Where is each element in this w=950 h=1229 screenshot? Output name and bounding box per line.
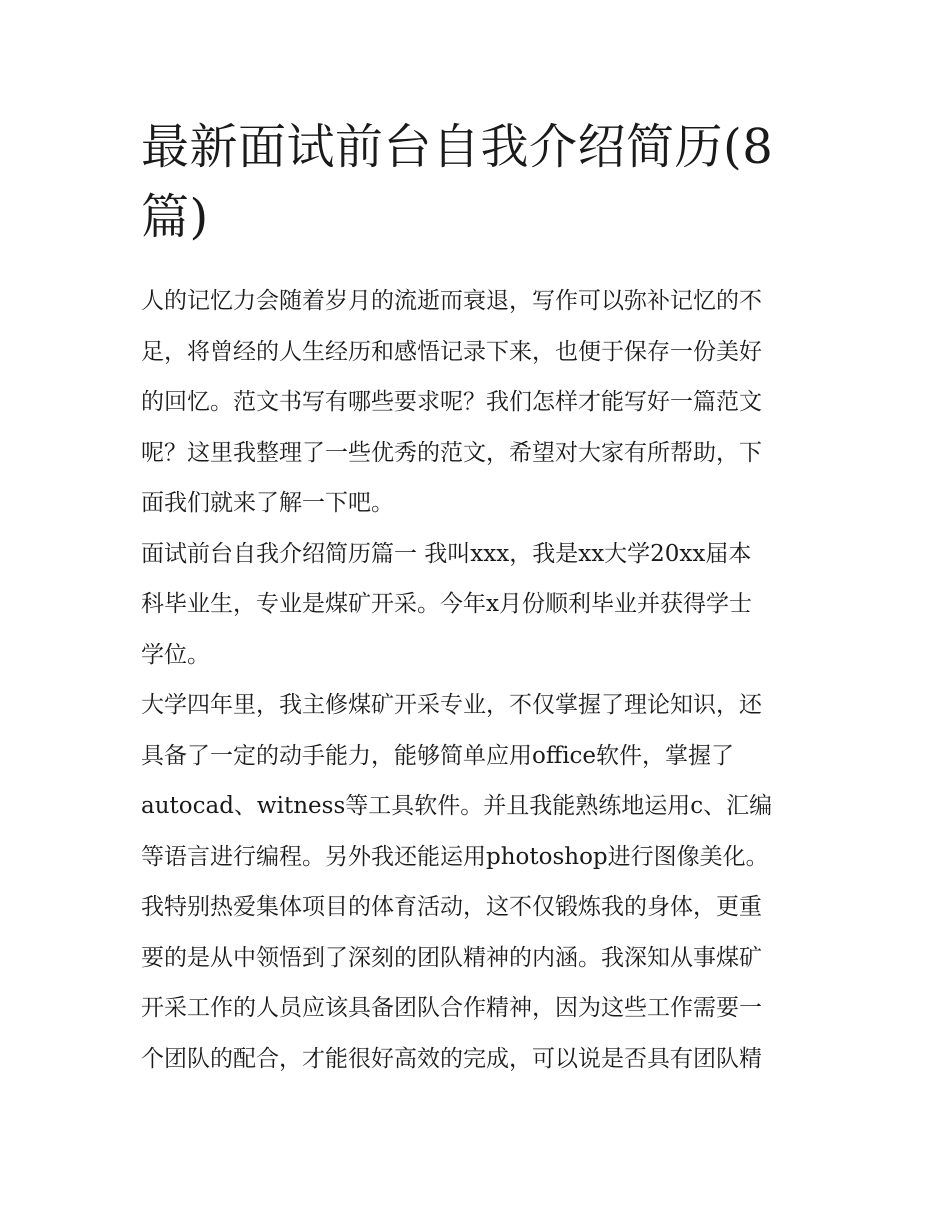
title-line-2: 篇) [141,189,209,245]
paragraph-line: 人的记忆力会随着岁月的流逝而衰退，写作可以弥补记忆的不 [141,288,762,314]
paragraph-line: 面我们就来了解一下吧。 [141,490,394,516]
paragraph-line: 开采工作的人员应该具备团队合作精神，因为这些工作需要一 [141,995,762,1021]
paragraph-line: 科毕业生，专业是煤矿开采。今年x月份顺利毕业并获得学士 [141,591,752,617]
paragraph-line: 足，将曾经的人生经历和感悟记录下来，也便于保存一份美好 [141,338,762,365]
paragraph-line: 个团队的配合，才能很好高效的完成，可以说是否具有团队精 [141,1045,762,1072]
paragraph-line: 学位。 [141,641,210,668]
intro-paragraph [141,276,813,529]
paragraph-line: 的回忆。范文书写有哪些要求呢？我们怎样才能写好一篇范文 [141,389,762,415]
paragraph-line: 面试前台自我介绍简历篇一 我叫xxx，我是xx大学20xx届本 [141,540,752,567]
paragraph-line: 要的是从中领悟到了深刻的团队精神的内涵。我深知从事煤矿 [141,944,762,971]
paragraph-line: autocad、witness等工具软件。并且我能熟练地运用c、汇编 [141,793,773,819]
paragraph-line: 大学四年里，我主修煤矿开采专业，不仅掌握了理论知识，还 [141,692,762,718]
title-line-1: 最新面试前台自我介绍简历(8 [141,119,774,175]
document-title [141,112,813,252]
paragraph-line: 呢？这里我整理了一些优秀的范文，希望对大家有所帮助，下 [141,439,762,466]
paragraph-line: 等语言进行编程。另外我还能运用photoshop进行图像美化。 [141,843,769,870]
skills-paragraph [141,680,813,1084]
section-one-paragraph [141,529,813,681]
paragraph-line: 我特别热爱集体项目的体育活动，这不仅锻炼我的身体，更重 [141,894,762,920]
paragraph-line: 具备了一定的动手能力，能够简单应用office软件，掌握了 [141,742,735,769]
document-page [141,112,813,1084]
